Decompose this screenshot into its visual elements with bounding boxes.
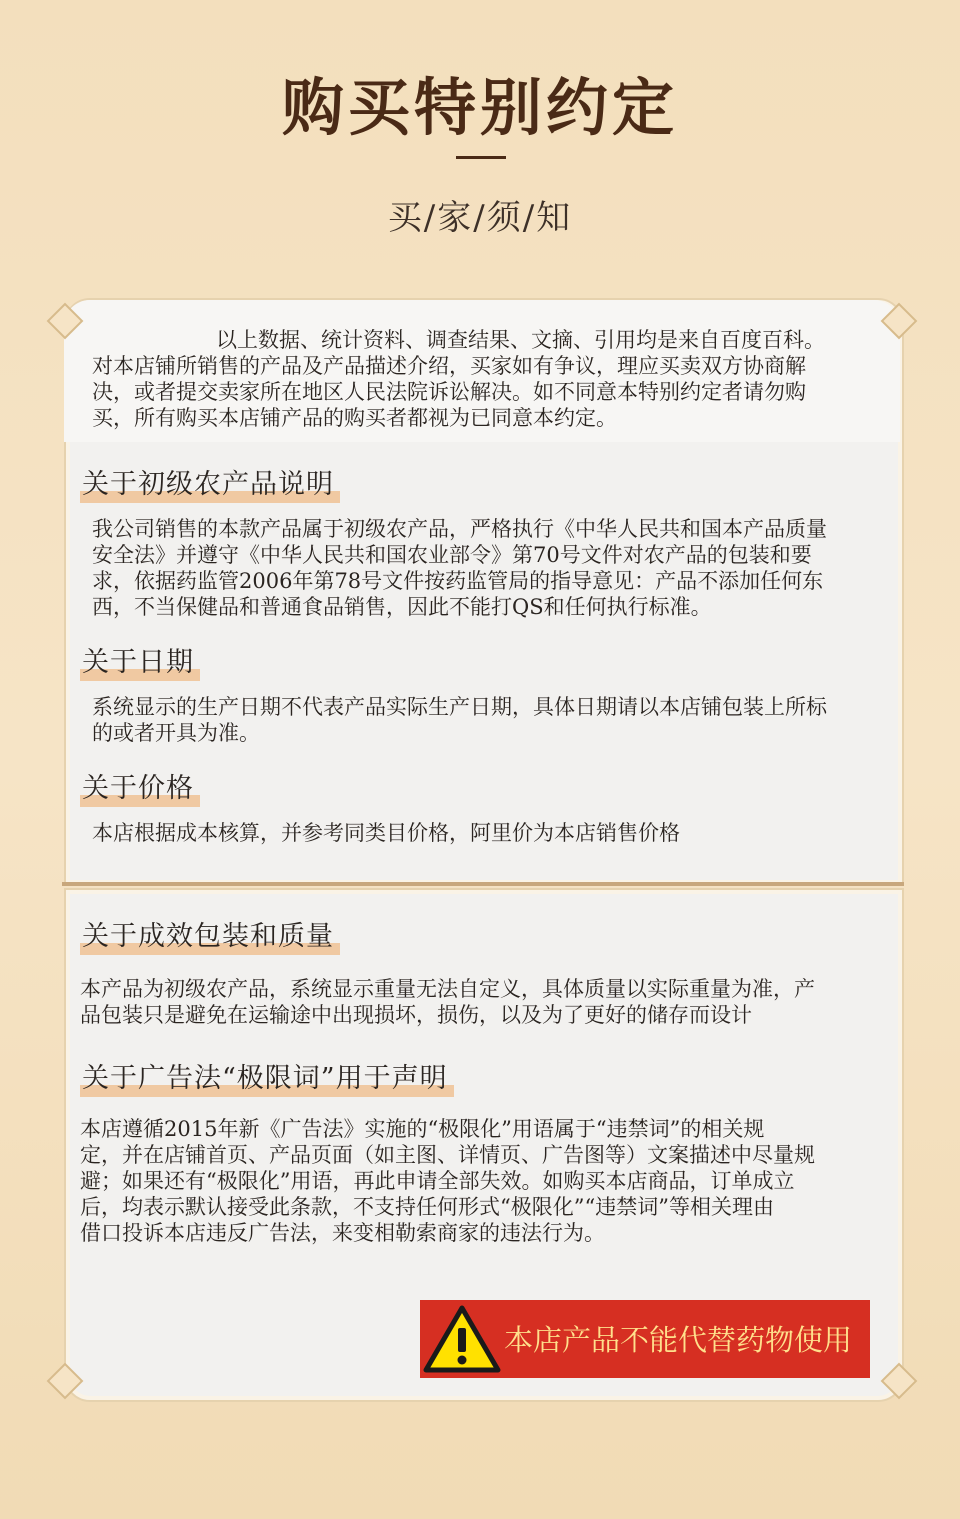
section-line: 后，均表示默认接受此条款，不支持任何形式“极限化”“违禁词”等相关理由 [80, 1195, 774, 1219]
section-line: 我公司销售的本款产品属于初级农产品，严格执行《中华人民共和国本产品质量 [92, 517, 827, 541]
warning-text: 本店产品不能代替药物使用 [504, 1323, 853, 1357]
warning-banner [420, 1300, 870, 1378]
intro-line: 买，所有购买本店铺产品的购买者都视为已同意本约定。 [92, 406, 617, 430]
section-heading-packaging: 关于成效包装和质量 [80, 914, 340, 953]
section-line: 西，不当保健品和普通食品销售，因此不能打QS和任何执行标准。 [92, 595, 712, 619]
section-line: 本店遵循2015年新《广告法》实施的“极限化”用语属于“违禁词”的相关规 [80, 1117, 765, 1141]
title-divider [456, 156, 506, 159]
section-line: 定，并在店铺首页、产品页面（如主图、详情页、广告图等）文案描述中尽量规 [80, 1143, 815, 1167]
warning-triangle-icon [422, 1304, 502, 1374]
intro-line: 决，或者提交卖家所在地区人民法院诉讼解决。如不同意本特别约定者请勿购 [92, 380, 806, 404]
section-line: 借口投诉本店违反广告法，来变相勒索商家的违法行为。 [80, 1221, 605, 1245]
section-line: 本产品为初级农产品，系统显示重量无法自定义，具体质量以实际重量为准，产 [80, 977, 815, 1001]
section-line: 求，依据药监管2006年第78号文件按药监管局的指导意见：产品不添加任何东 [92, 569, 824, 593]
intro-line: 以上数据、统计资料、调查结果、文摘、引用均是来自百度百科。 [216, 328, 825, 352]
section-line: 的或者开具为准。 [92, 721, 260, 745]
section-line: 安全法》并遵守《中华人民共和国农业部令》第70号文件对农产品的包装和要 [92, 543, 812, 567]
section-heading-date: 关于日期 [80, 640, 200, 679]
section-line: 系统显示的生产日期不代表产品实际生产日期，具体日期请以本店铺包装上所标 [92, 695, 827, 719]
page-subtitle: 买/家/须/知 [387, 198, 573, 238]
intro-line: 对本店铺所销售的产品及产品描述介绍，买家如有争议，理应买卖双方协商解 [92, 354, 806, 378]
section-line: 本店根据成本核算，并参考同类目价格，阿里价为本店销售价格 [92, 821, 680, 845]
page-title: 购买特别约定 [281, 71, 678, 144]
section-line: 避；如果还有“极限化”用语，再此申请全部失效。如购买本店商品，订单成立 [80, 1169, 795, 1193]
section-heading-price: 关于价格 [80, 766, 200, 805]
section-line: 品包装只是避免在运输途中出现损坏，损伤，以及为了更好的储存而设计 [80, 1003, 752, 1027]
section-heading-ad-law: 关于广告法“极限词”用于声明 [80, 1056, 454, 1095]
section-heading-agri: 关于初级农产品说明 [80, 462, 340, 501]
card-divider [62, 882, 904, 886]
